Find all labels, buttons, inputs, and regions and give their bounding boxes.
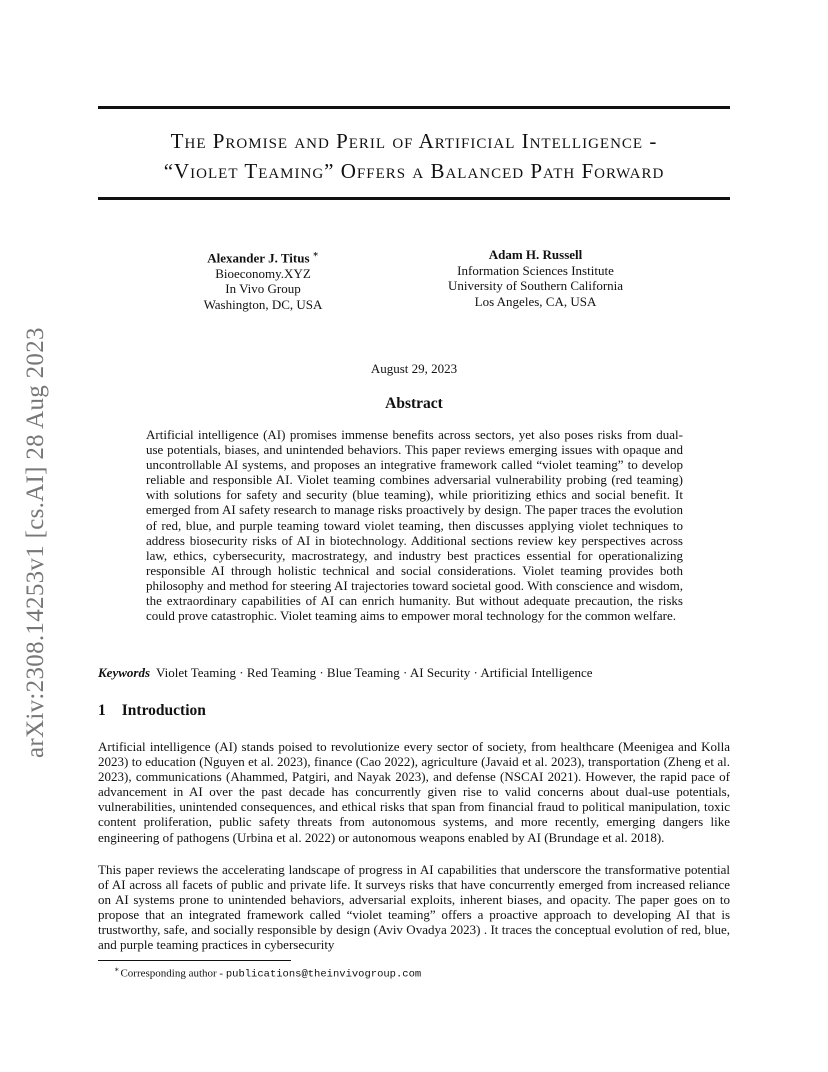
footnote-email-link[interactable]: publications@theinvivogroup.com: [225, 968, 422, 981]
author-affiliation: In Vivo Group: [225, 281, 301, 297]
author-affiliation: Los Angeles, CA, USA: [474, 293, 597, 309]
section-title: Introduction: [121, 702, 206, 719]
publication-date: August 29, 2023: [370, 361, 458, 376]
body-paragraph: This paper reviews the accelerating landscape of progress in AI capabilities that underscore the transformative potential of AI across all facets of public and private life. It surveys risks that have concurrently emerged from increased reliance on AI systems prone to unintended behaviors, adversarial exploits, inherent biases, and opacity. The paper goes on to propose that an integrated framework called “violet teaming” offers a proactive approach to developing AI that is trustworthy, safe, and socially responsible by design (Aviv Ovadya 2023) . It traces the conceptual evolution of red, blue, and purple teaming practices in cybersecurity: [98, 862, 730, 953]
keywords-line: [98, 665, 730, 681]
title-line-2: “Violet Teaming” Offers a Balanced Path Forward: [163, 159, 665, 183]
footnote-text: Corresponding author -: [120, 967, 226, 980]
abstract-text: Artificial intelligence (AI) promises immense benefits across sectors, yet also poses risks from dual-use potentials, biases, and unintended behaviors. This paper reviews emerging issues with opaque and uncontrollable AI systems, and proposes an integrative framework called “violet teaming” to develop reliable and responsible AI. Violet teaming combines adversarial vulnerability probing (red teaming) with solutions for safety and security (blue teaming), while prioritizing ethics and social benefit. It emerged from AI safety research to manage risks proactively by design. The paper traces the evolution of red, blue, and purple teaming toward violet teaming, then discusses applying violet techniques to address biosecurity risks of AI in biotechnology. Additional sections review key perspectives across law, ethics, cybersecurity, macrostrategy, and industry best practices essential for operationalizing responsible AI through holistic technical and social considerations. Violet teaming provides both philosophy and method for steering AI trajectories toward societal good. With conscience and wisdom, the extraordinary capabilities of AI can enrich humanity. But without adequate precaution, the risks could prove catastrophic. Violet teaming aims to empower moral technology for the common welfare.: [146, 427, 683, 624]
author-name: Adam H. Russell: [488, 247, 583, 262]
keywords-list: Violet Teaming · Red Teaming · Blue Teaming · AI Security · Artificial Intelligence: [156, 665, 593, 680]
keywords-label: Keywords: [98, 665, 150, 680]
section-heading: [98, 702, 730, 720]
author-affiliation: University of Southern California: [447, 278, 624, 293]
body-paragraph: Artificial intelligence (AI) stands poised to revolutionize every sector of society, from healthcare (Meenigea and Kolla 2023) to education (Nguyen et al. 2023), finance (Cao 2022), agriculture (Javaid et al. 2023), transportation (Zheng et al. 2023), communications (Ahammed, Patgiri, and Nayak 2023), and defense (NSCAI 2021). However, the rapid pace of advancement in AI over the past decade has concurrently given rise to valid concerns about dual-use potentials, vulnerabilities, unintended consequences, and ethical risks that span from financial fraud to political manipulation, toxic content proliferation, public safety threats from autonomous systems, and more recently, emerging dangers like engineering of pathogens (Urbina et al. 2022) or autonomous weapons enabled by AI (Brundage et al. 2018).: [98, 739, 730, 845]
title-bottom-rule: [98, 197, 730, 200]
author-affiliation: Washington, DC, USA: [203, 296, 323, 312]
author-footnote-marker[interactable]: ∗: [312, 249, 319, 259]
footnote: [114, 963, 714, 982]
author-affiliation: Information Sciences Institute: [457, 262, 614, 278]
title-top-rule: [98, 106, 730, 109]
author-affiliation: Bioeconomy.XYZ: [215, 265, 311, 281]
abstract-heading: Abstract: [385, 395, 443, 412]
arxiv-watermark: arXiv:2308.14253v1 [cs.AI] 28 Aug 2023: [22, 327, 49, 758]
footnote-rule: [98, 960, 291, 961]
footnote-marker: ∗: [114, 965, 120, 974]
section-number: 1: [98, 702, 106, 719]
title-line-1: The Promise and Peril of Artificial Intelligence -: [170, 129, 658, 153]
author-2: [428, 247, 643, 309]
paper-title: [98, 126, 730, 186]
author-1: [178, 247, 348, 312]
author-name: Alexander J. Titus: [207, 250, 310, 266]
